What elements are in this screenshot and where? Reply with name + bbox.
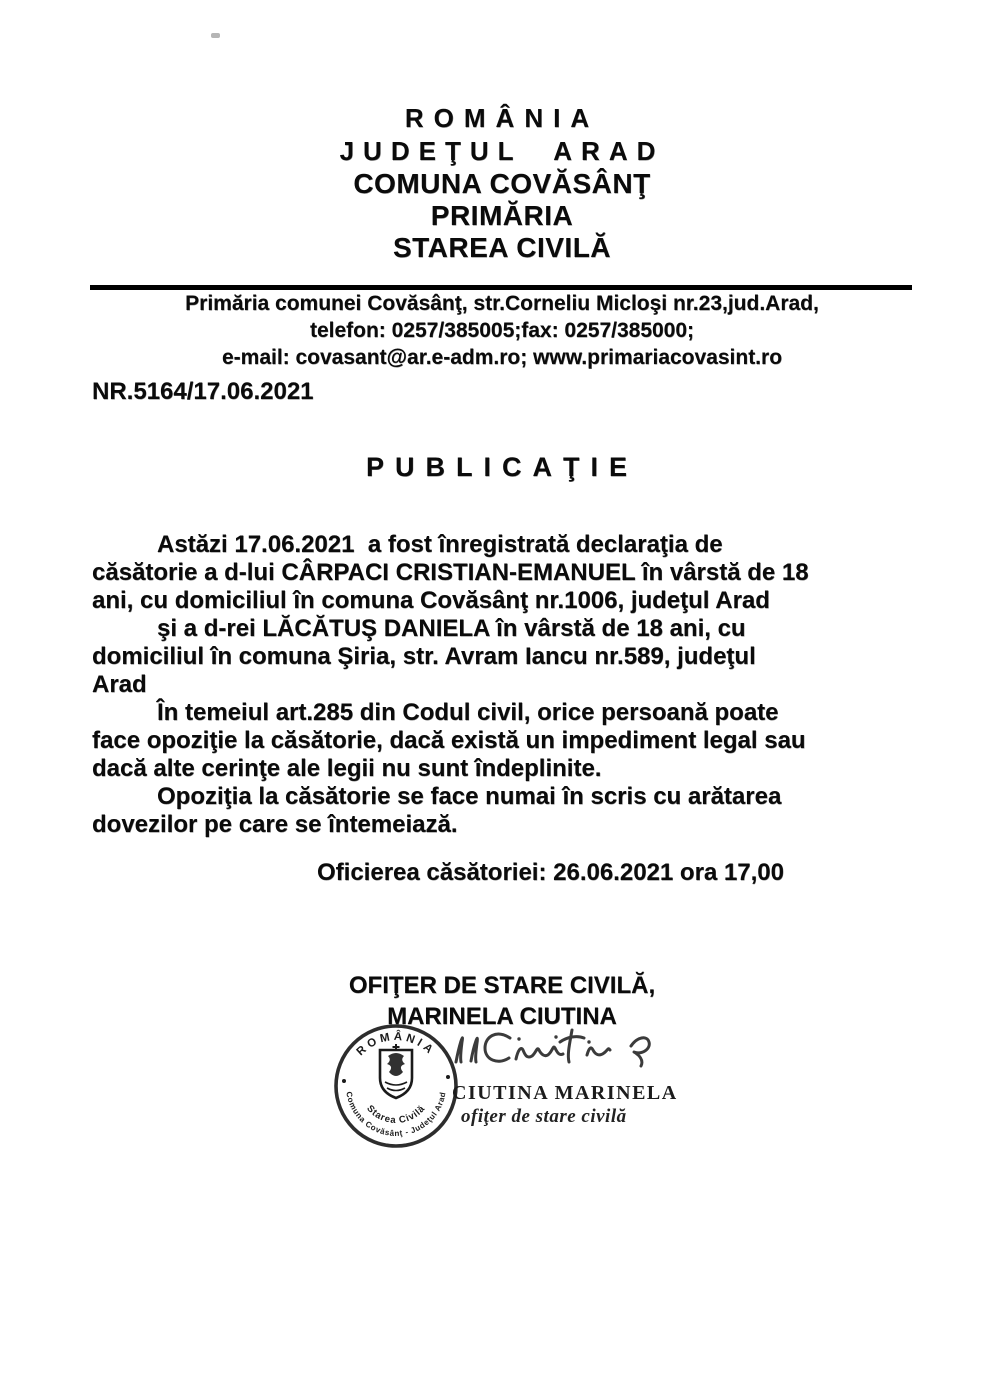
stamp-left-dot	[342, 1079, 346, 1083]
stamp-country-text: ROMÂNIA	[354, 1030, 438, 1059]
body-line: În temeiul art.285 din Codul civil, orice persoană poate	[157, 699, 779, 726]
body-line: Opoziţia la căsătorie se face numai în scris cu arătarea	[157, 783, 782, 810]
ceremony-date-line: Oficierea căsătoriei: 26.06.2021 ora 17,00	[317, 859, 784, 886]
body-line: Astăzi 17.06.2021 a fost înregistrată declaraţia de	[157, 531, 723, 558]
officer-name-line: MARINELA CIUTINA	[387, 1003, 617, 1030]
header-commune: COMUNA COVĂSÂNŢ	[353, 168, 651, 199]
body-line: ani, cu domiciliul în comuna Covăsânţ nr.1006, judeţul Arad	[92, 587, 770, 614]
contact-address: Primăria comunei Covăsânţ, str.Corneliu Micloşi nr.23,jud.Arad,	[185, 292, 819, 315]
body-line: Arad	[92, 671, 147, 698]
body-line: domiciliul în comuna Şiria, str. Avram Iancu nr.589, judeţul	[92, 643, 756, 670]
body-line: dovezilor pe care se întemeiază.	[92, 811, 458, 838]
body-line: şi a d-rei LĂCĂTUŞ DANIELA în vârstă de 18 ani, cu	[157, 615, 746, 642]
body-line: căsătorie a d-lui CÂRPACI CRISTIAN-EMANUEL în vârstă de 18	[92, 559, 809, 586]
document-title: PUBLICAŢIE	[366, 452, 638, 482]
officer-role-line: OFIŢER DE STARE CIVILĂ,	[348, 972, 656, 999]
stamp-department-text: Starea Civilă	[364, 1103, 428, 1127]
stamp-commune-text: Comuna Covăsânţ - Judeţul Arad	[344, 1090, 448, 1138]
divider-line	[90, 285, 912, 290]
header-department: STAREA CIVILĂ	[392, 232, 612, 263]
registration-number: NR.5164/17.06.2021	[92, 378, 314, 405]
scan-artifact	[211, 33, 220, 38]
coat-of-arms-icon	[380, 1044, 412, 1098]
header-office: PRIMĂRIA	[430, 200, 574, 231]
contact-phone-fax: telefon: 0257/385005;fax: 0257/385000;	[309, 319, 695, 342]
header-county: JUDEŢUL ARAD	[339, 136, 665, 166]
body-line: dacă alte cerinţe ale legii nu sunt îndeplinite.	[92, 755, 602, 782]
header-country: ROMÂNIA	[404, 103, 600, 133]
stamped-officer-role: ofiţer de stare civilă	[461, 1106, 627, 1127]
contact-email-web: e-mail: covasant@ar.e-adm.ro; www.primariacovasint.ro	[221, 346, 783, 369]
stamped-officer-name: CIUTINA MARINELA	[452, 1082, 678, 1104]
body-line: face opoziţie la căsătorie, dacă există un impediment legal sau	[92, 727, 806, 754]
handwritten-signature	[448, 1016, 660, 1080]
official-round-stamp	[330, 1020, 462, 1152]
svg-text:Starea Civilă	[364, 1103, 427, 1126]
